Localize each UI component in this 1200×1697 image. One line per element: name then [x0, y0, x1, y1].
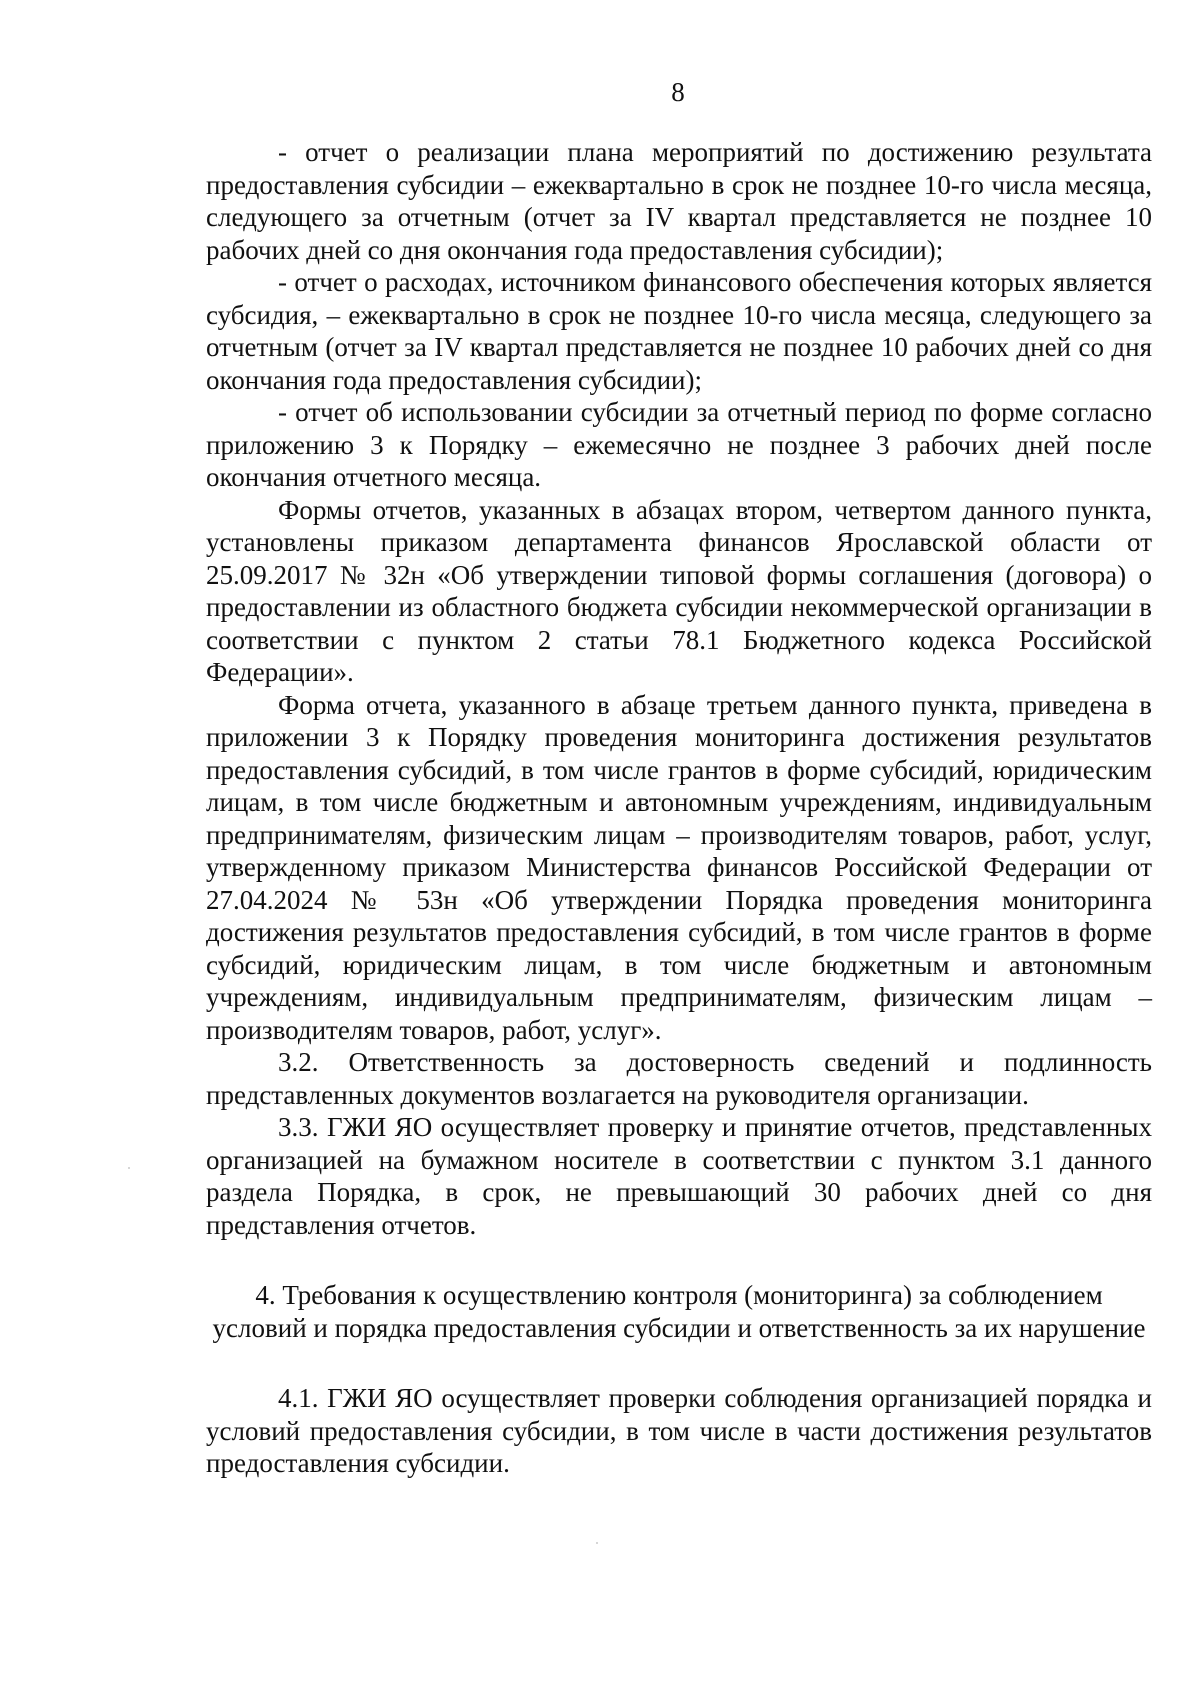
document-body [206, 136, 1152, 1480]
scan-speck [596, 1542, 598, 1544]
paragraph-report-forms: Формы отчетов, указанных в абзацах втором, четвертом данного пункта, установлены приказом департамента финансов Ярославской области от 25.09.2017 № 32н «Об утверждении типовой формы соглашения (договора) о предоставлении из областного бюджета субсидии некоммерческой организации в соответствии с пунктом 2 статьи 78.1 Бюджетного кодекса Российской Федерации». [206, 494, 1152, 687]
paragraph-3-3: 3.3. ГЖИ ЯО осуществляет проверку и принятие отчетов, представленных организацией на бумажном носителе в соответствии с пунктом 3.1 данного раздела Порядка, в срок, не превышающий 30 рабочих дней со дня представления отчетов. [206, 1112, 1152, 1240]
scan-speck [128, 1167, 130, 1169]
section-heading-4: 4. Требования к осуществлению контроля (мониторинга) за соблюдением условий и порядка предоставления субсидии и ответственность за их нарушение [212, 1280, 1146, 1343]
paragraph-report-usage: - отчет об использовании субсидии за отчетный период по форме согласно приложению 3 к Порядку – ежемесячно не позднее 3 рабочих дней после окончания отчетного месяца. [206, 397, 1152, 492]
paragraph-report-plan: - отчет о реализации плана мероприятий по достижению результата предоставления субсидии – ежеквартально в срок не позднее 10-го числа месяца, следующего за отчетным (отчет за IV квартал представляется не позднее 10 рабочих дней со дня окончания года предоставления субсидии); [206, 137, 1152, 265]
paragraph-4-1: 4.1. ГЖИ ЯО осуществляет проверки соблюдения организацией порядка и условий предоставления субсидии, в том числе в части достижения результатов предоставления субсидии. [206, 1383, 1152, 1478]
page-number: 8 [671, 77, 685, 107]
paragraph-3-2: 3.2. Ответственность за достоверность сведений и подлинность представленных документов возлагается на руководителя организации. [206, 1047, 1152, 1110]
paragraph-report-form-monitoring: Форма отчета, указанного в абзаце третьем данного пункта, приведена в приложении 3 к Порядку проведения мониторинга достижения результатов предоставления субсидий, в том числе грантов в форме субсидий, юридическим лицам, в том числе бюджетным и автономным учреждениям, индивидуальным предпринимателям, физическим лицам – производителям товаров, работ, услуг, утвержденному приказом Министерства финансов Российской Федерации от 27.04.2024 № 53н «Об утверждении Порядка проведения мониторинга достижения результатов предоставления субсидий, в том числе грантов в форме субсидий, юридическим лицам, в том числе бюджетным и автономным учреждениям, индивидуальным предпринимателям, физическим лицам – производителям товаров, работ, услуг». [206, 689, 1152, 1045]
paragraph-report-expenses: - отчет о расходах, источником финансового обеспечения которых является субсидия, – ежеквартально в срок не позднее 10-го числа месяца, следующего за отчетным (отчет за IV квартал представляется не позднее 10 рабочих дней со дня окончания года предоставления субсидии); [206, 267, 1152, 395]
